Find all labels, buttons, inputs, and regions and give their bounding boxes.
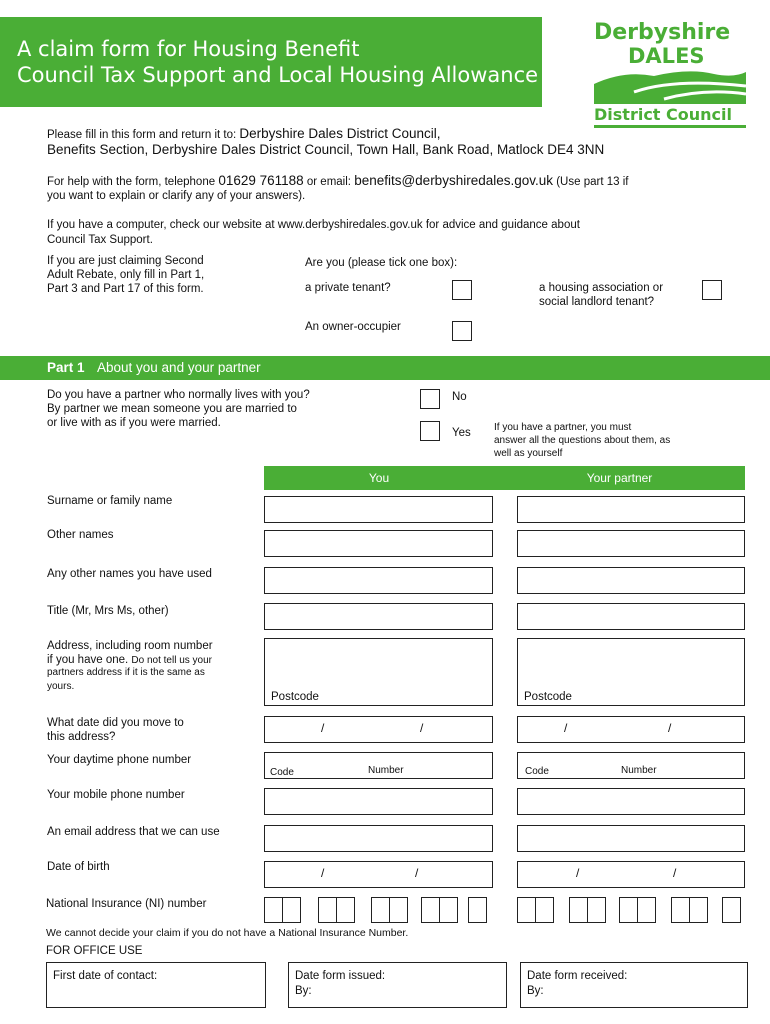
help-prefix: For help with the form, telephone: [47, 176, 216, 188]
surname-label: Surname or family name: [47, 495, 173, 507]
partner-dob-input[interactable]: [517, 861, 745, 888]
housing-assoc-label2: social landlord tenant?: [539, 296, 655, 308]
part1-title: About you and your partner: [97, 360, 261, 375]
you-ni-digit-box[interactable]: [282, 897, 301, 923]
mobile-phone-label: Your mobile phone number: [47, 789, 185, 801]
ni-warning: We cannot decide your claim if you do not have a National Insurance Number.: [46, 927, 409, 939]
you-move-date-slash2: /: [420, 721, 424, 735]
you-surname-input[interactable]: [264, 496, 493, 523]
you-title-input[interactable]: [264, 603, 493, 630]
move-date-label1: What date did you move to: [47, 717, 184, 729]
part1-number: Part 1: [47, 360, 85, 375]
logo-line1: Derbyshire: [594, 20, 731, 45]
address-label-line4: yours.: [47, 681, 75, 692]
part1-header: [0, 356, 770, 380]
logo-hills-icon: [594, 66, 746, 104]
partner-yes-label: Yes: [452, 427, 471, 439]
column-you: You: [264, 466, 494, 490]
you-ni-digit-box[interactable]: [389, 897, 408, 923]
partner-ni-digit-box[interactable]: [689, 897, 708, 923]
partner-question-line1: Do you have a partner who normally lives with you?: [47, 389, 310, 401]
form-title-banner: [0, 17, 542, 107]
partner-no-label: No: [452, 391, 467, 403]
ni-label: National Insurance (NI) number: [46, 898, 207, 910]
partner-other-names-input[interactable]: [517, 530, 745, 557]
move-date-label2: this address?: [47, 731, 116, 743]
date-issued-by-label: By:: [295, 985, 312, 997]
partner-ni-digit-box[interactable]: [535, 897, 554, 923]
owner-occupier-checkbox[interactable]: [452, 321, 472, 341]
email-label: An email address that we can use: [47, 826, 220, 838]
you-dob-slash1: /: [321, 866, 325, 880]
partner-title-input[interactable]: [517, 603, 745, 630]
address-label-line1: Address, including room number: [47, 640, 213, 652]
website-line1: If you have a computer, check our website at www.derbyshiredales.gov.uk for advice and guidance about: [47, 219, 580, 231]
partner-daytime-phone-input[interactable]: [517, 752, 745, 779]
partner-ni-digit-box[interactable]: [637, 897, 656, 923]
partner-ni-digit-box[interactable]: [569, 897, 588, 923]
daytime-phone-label: Your daytime phone number: [47, 754, 192, 766]
partner-question-line2: By partner we mean someone you are married to: [47, 403, 297, 415]
partner-address-input[interactable]: [517, 638, 745, 706]
you-ni-digit-box[interactable]: [264, 897, 283, 923]
you-dob-slash2: /: [415, 866, 419, 880]
website-line2: Council Tax Support.: [47, 234, 153, 246]
partner-yes-checkbox[interactable]: [420, 421, 440, 441]
partner-surname-input[interactable]: [517, 496, 745, 523]
help-email[interactable]: benefits@derbyshiredales.gov.uk: [354, 173, 554, 188]
partner-email-input[interactable]: [517, 825, 745, 852]
partner-question-line3: or live with as if you were married.: [47, 417, 221, 429]
date-received-by-label: By:: [527, 985, 544, 997]
second-adult-line2: Adult Rebate, only fill in Part 1,: [47, 269, 205, 281]
title-label: Title (Mr, Mrs Ms, other): [47, 605, 169, 617]
first-contact-box[interactable]: [46, 962, 266, 1008]
you-dob-input[interactable]: [264, 861, 493, 888]
help-line2: you want to explain or clarify any of your answers).: [47, 190, 306, 202]
address-label-line2: [47, 653, 212, 668]
return-address: Benefits Section, Derbyshire Dales District Council, Town Hall, Bank Road, Matlock DE4 3NN: [47, 142, 605, 157]
partner-note-line2: answer all the questions about them, as: [494, 435, 671, 446]
you-ni-digit-box[interactable]: [468, 897, 487, 923]
column-partner: Your partner: [494, 466, 745, 490]
partner-postcode-label: Postcode: [524, 691, 572, 703]
tenure-question: Are you (please tick one box):: [305, 257, 458, 269]
return-prefix: Please fill in this form and return it to:: [47, 129, 237, 141]
you-ni-digit-box[interactable]: [318, 897, 337, 923]
any-other-names-label: Any other names you have used: [47, 568, 212, 580]
partner-any-other-names-input[interactable]: [517, 567, 745, 594]
partner-note: [494, 421, 670, 460]
you-address-input[interactable]: [264, 638, 493, 706]
first-contact-label: First date of contact:: [53, 970, 158, 982]
return-org: Derbyshire Dales District Council,: [239, 126, 441, 141]
date-issued-box[interactable]: [288, 962, 507, 1008]
partner-note-line1: If you have a partner, you must: [494, 422, 632, 433]
council-logo: [592, 20, 748, 130]
address-label-line3: partners address if it is the same as: [47, 667, 205, 678]
partner-move-date-slash1: /: [564, 721, 568, 735]
you-ni-digit-box[interactable]: [421, 897, 440, 923]
you-email-input[interactable]: [264, 825, 493, 852]
logo-line3: District Council: [594, 105, 732, 124]
second-adult-line3: Part 3 and Part 17 of this form.: [47, 283, 204, 295]
return-instructions: [47, 127, 440, 142]
help-or: or email:: [306, 176, 351, 188]
you-move-date-input[interactable]: [264, 716, 493, 743]
logo-line2: DALES: [628, 44, 705, 68]
housing-assoc-checkbox[interactable]: [702, 280, 722, 300]
partner-ni-digit-box[interactable]: [517, 897, 536, 923]
partner-phone-number-label: Number: [621, 765, 657, 776]
you-daytime-phone-input[interactable]: [264, 752, 493, 779]
help-line: [47, 174, 628, 189]
you-move-date-slash1: /: [321, 721, 325, 735]
private-tenant-checkbox[interactable]: [452, 280, 472, 300]
private-tenant-label: a private tenant?: [305, 282, 391, 294]
partner-mobile-input[interactable]: [517, 788, 745, 815]
address-label-line2-a: if you have one.: [47, 654, 129, 666]
second-adult-line1: If you are just claiming Second: [47, 255, 204, 267]
housing-assoc-label1: a housing association or: [539, 282, 664, 294]
partner-dob-slash2: /: [673, 866, 677, 880]
partner-ni-digit-box[interactable]: [587, 897, 606, 923]
you-phone-code-label: Code: [270, 767, 294, 778]
date-received-label: Date form received:: [527, 970, 628, 982]
owner-occupier-label: An owner-occupier: [305, 321, 401, 333]
date-issued-label: Date form issued:: [295, 970, 386, 982]
you-postcode-label: Postcode: [271, 691, 319, 703]
form-title-line1: A claim form for Housing Benefit: [17, 37, 360, 61]
partner-dob-slash1: /: [576, 866, 580, 880]
partner-ni-digit-box[interactable]: [722, 897, 741, 923]
you-ni-digit-box[interactable]: [439, 897, 458, 923]
partner-phone-code-label: Code: [525, 766, 549, 777]
partner-no-checkbox[interactable]: [420, 389, 440, 409]
help-phone: 01629 761188: [218, 173, 304, 188]
date-received-box[interactable]: [520, 962, 748, 1008]
you-ni-digit-box[interactable]: [371, 897, 390, 923]
form-title-line2: Council Tax Support and Local Housing Allowance: [17, 63, 539, 87]
help-suffix: (Use part 13 if: [556, 176, 629, 188]
logo-underline: [594, 125, 746, 128]
you-ni-digit-box[interactable]: [336, 897, 355, 923]
partner-move-date-input[interactable]: [517, 716, 745, 743]
partner-note-line3: well as yourself: [494, 448, 563, 459]
partner-move-date-slash2: /: [668, 721, 672, 735]
partner-ni-digit-box[interactable]: [671, 897, 690, 923]
address-label-line2-b: Do not tell us your: [131, 655, 213, 666]
partner-ni-digit-box[interactable]: [619, 897, 638, 923]
other-names-label: Other names: [47, 529, 114, 541]
office-use-label: FOR OFFICE USE: [46, 945, 143, 957]
you-mobile-input[interactable]: [264, 788, 493, 815]
you-phone-number-label: Number: [368, 765, 404, 776]
you-other-names-input[interactable]: [264, 530, 493, 557]
you-any-other-names-input[interactable]: [264, 567, 493, 594]
dob-label: Date of birth: [47, 861, 110, 873]
